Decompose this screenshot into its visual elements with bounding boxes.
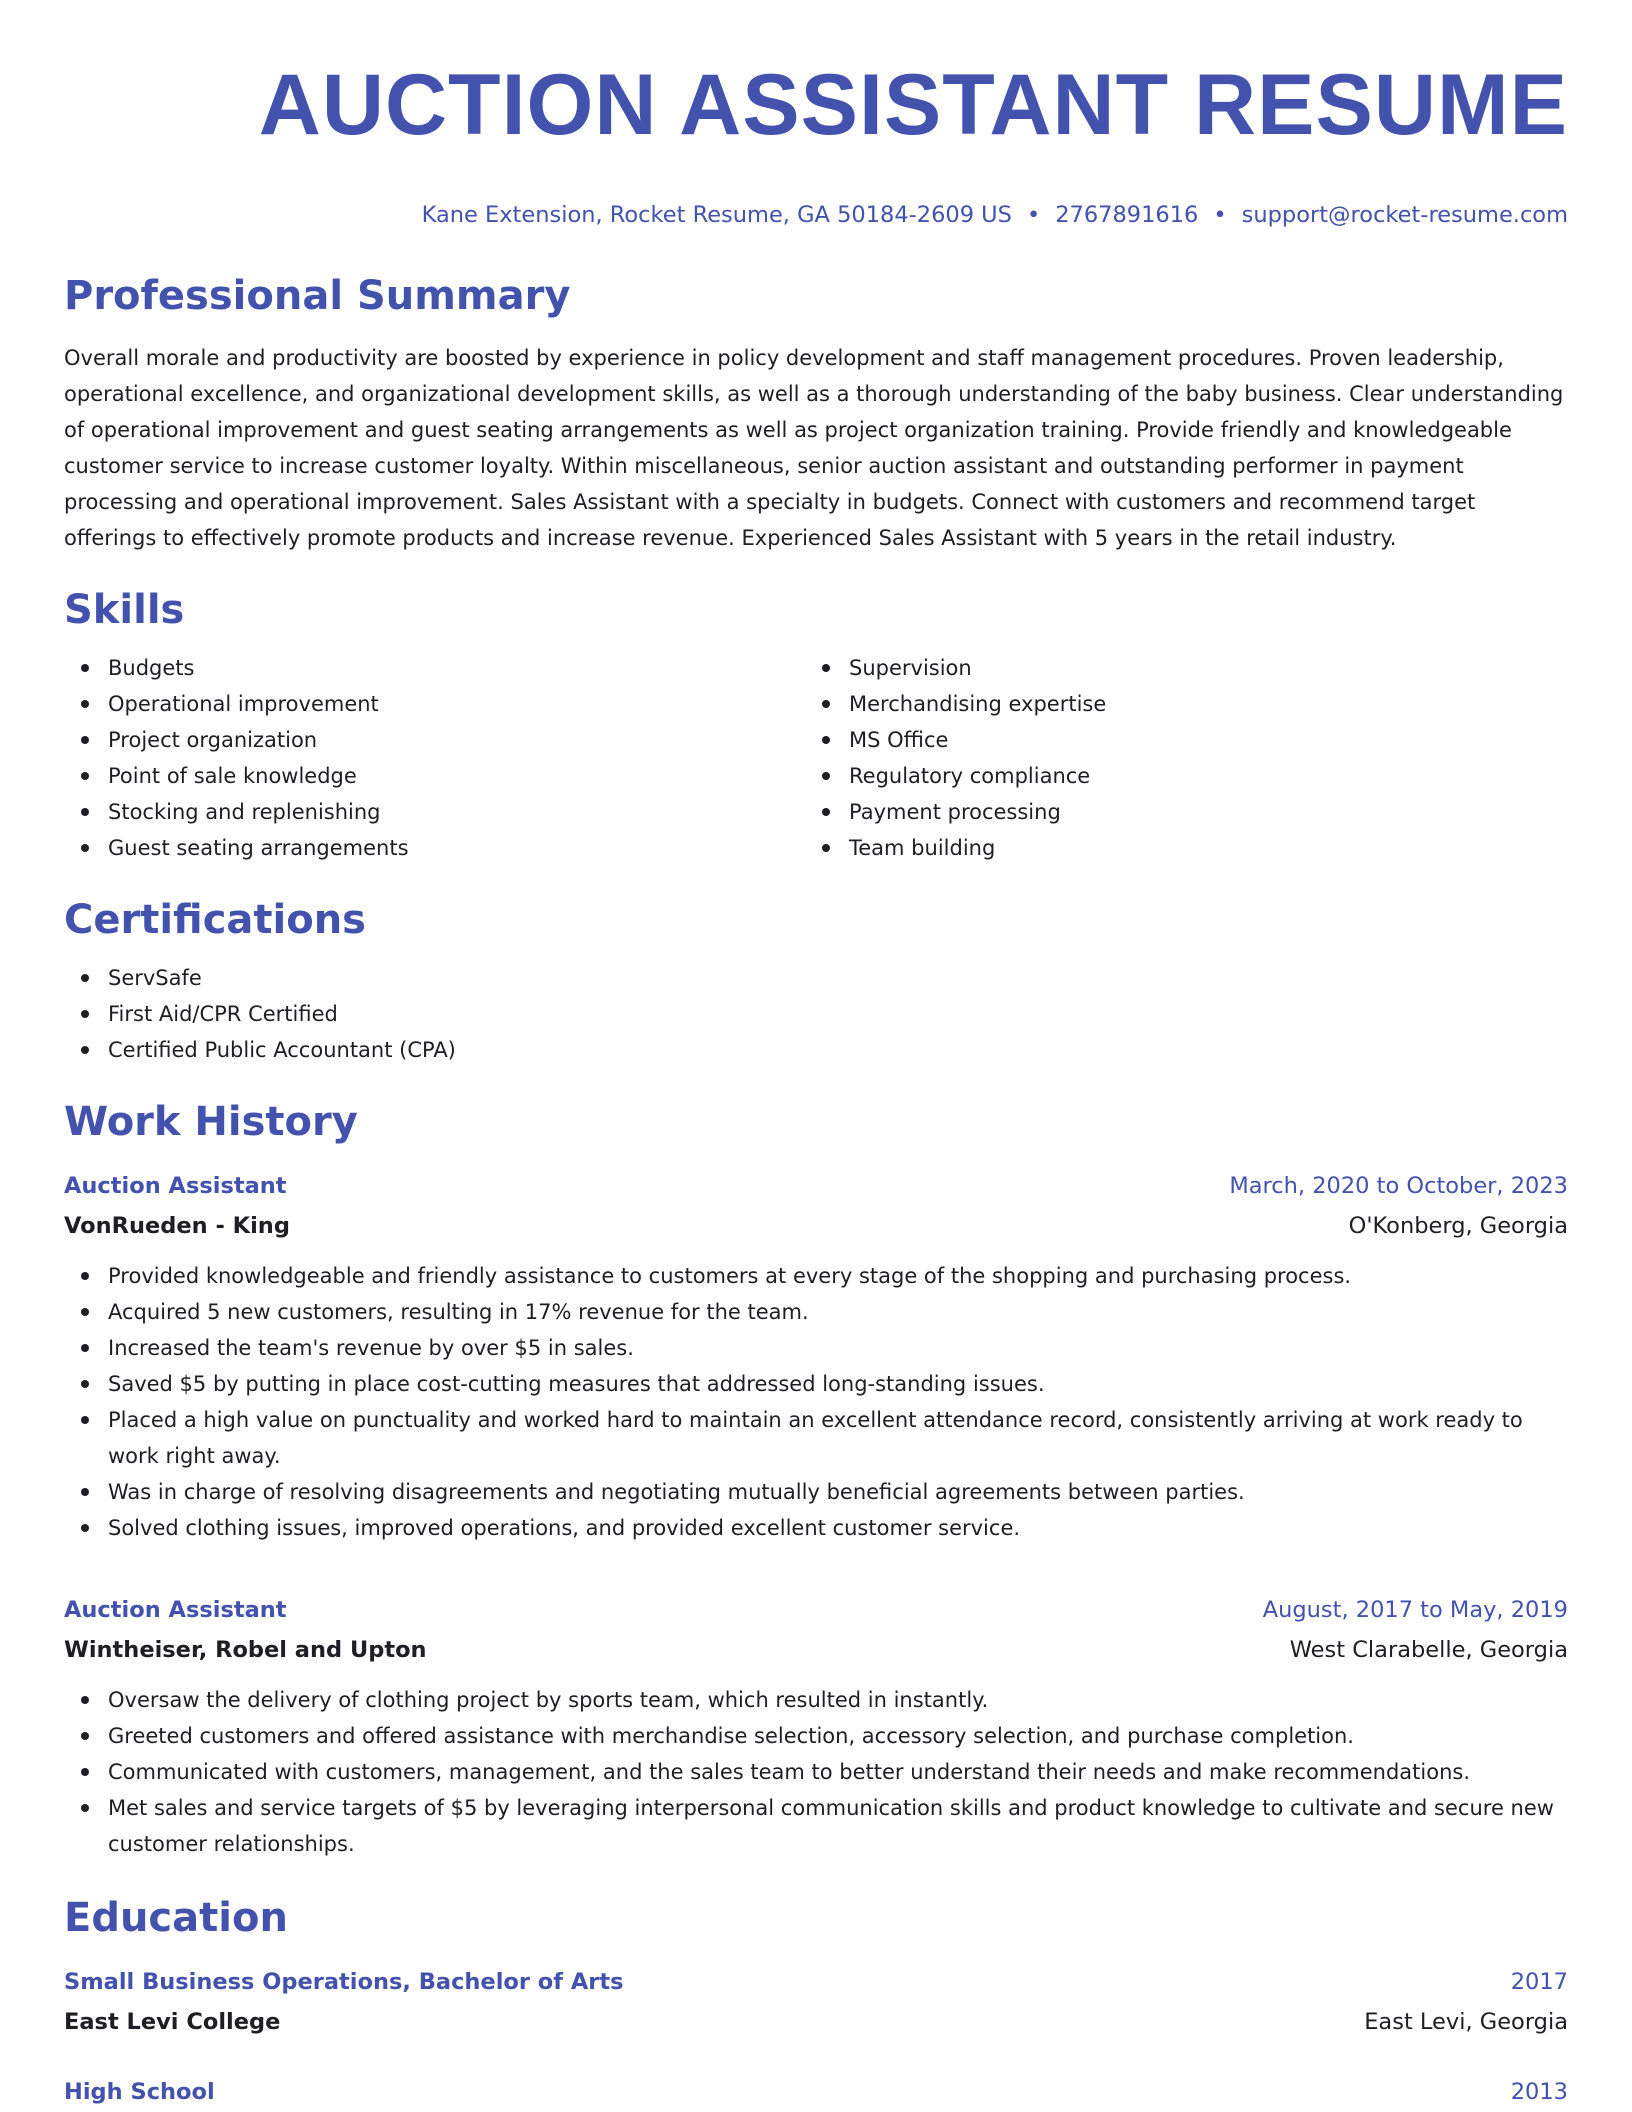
summary-paragraph: Overall morale and productivity are boosted by experience in policy development and staff management procedures. Proven leadership, operational excellence, and organizational development skills, as well as a thorough understanding of the baby business. Clear understanding of operational improvement and guest seating arrangements as well as project organization training. Provide friendly and knowledgeable customer service to increase customer loyalty. Within miscellaneous, senior auction assistant and outstanding performer in payment processing and operational improvement. Sales Assistant with a specialty in budgets. Connect with customers and recommend target offerings to effectively promote products and increase revenue. Experienced Sales Assistant with 5 years in the retail industry. <box>64 346 1564 550</box>
job-company: Wintheiser, Robel and Upton <box>64 1637 427 1663</box>
job-bullet: Oversaw the delivery of clothing project by sports team, which resulted in instantly. <box>64 1682 1568 1718</box>
education-degree: Small Business Operations, Bachelor of Arts <box>64 1969 624 1995</box>
section-heading-education: Education <box>64 1895 288 1941</box>
section-heading-work-history: Work History <box>64 1099 358 1145</box>
education-degree-row <box>64 2072 1568 2112</box>
job-bullet: Provided knowledgeable and friendly assistance to customers at every stage of the shopping and purchasing process. <box>64 1258 1568 1294</box>
certification-item: First Aid/CPR Certified <box>64 996 1568 1032</box>
job-title-row <box>64 1166 1568 1206</box>
education-year: 2013 <box>1510 2079 1568 2105</box>
education-location: East Levi, Georgia <box>1364 2009 1568 2035</box>
section-heading-skills: Skills <box>64 587 185 633</box>
summary-section <box>64 272 1568 556</box>
education-school: East Levi College <box>64 2009 281 2035</box>
phone: 2767891616 <box>1055 202 1199 228</box>
job-company: VonRueden - King <box>64 1213 290 1239</box>
job-bullets <box>64 1258 1568 1546</box>
skills-column-left <box>64 650 805 866</box>
skills-column-right <box>805 650 1546 866</box>
education-entry <box>64 2072 1568 2112</box>
job-role: Auction Assistant <box>64 1597 287 1623</box>
contact-line <box>64 200 1568 230</box>
skill-item: MS Office <box>805 722 1546 758</box>
skill-item: Guest seating arrangements <box>64 830 805 866</box>
job-dates: March, 2020 to October, 2023 <box>1229 1173 1568 1199</box>
certifications-list <box>64 960 1568 1068</box>
email-link[interactable]: support@rocket-resume.com <box>1241 202 1568 228</box>
job-location: O'Konberg, Georgia <box>1348 1213 1568 1239</box>
job-company-row <box>64 1206 1568 1246</box>
job-bullet: Placed a high value on punctuality and worked hard to maintain an excellent attendance record, consistently arriving at work ready to work right away. <box>64 1402 1568 1474</box>
certifications-section <box>64 896 1568 1068</box>
skill-item: Point of sale knowledge <box>64 758 805 794</box>
job-bullets <box>64 1682 1568 1862</box>
job-role: Auction Assistant <box>64 1173 287 1199</box>
job-location: West Clarabelle, Georgia <box>1289 1637 1568 1663</box>
separator-dot: • <box>1213 202 1227 228</box>
education-school-row <box>64 2002 1568 2042</box>
address: Kane Extension, Rocket Resume, GA 50184-2609 US <box>421 202 1012 228</box>
job-dates: August, 2017 to May, 2019 <box>1262 1597 1568 1623</box>
job-bullet: Greeted customers and offered assistance with merchandise selection, accessory selection, and purchase completion. <box>64 1718 1568 1754</box>
skill-item: Regulatory compliance <box>805 758 1546 794</box>
skill-item: Payment processing <box>805 794 1546 830</box>
job-entry <box>64 1590 1568 1862</box>
skill-item: Stocking and replenishing <box>64 794 805 830</box>
certification-item: Certified Public Accountant (CPA) <box>64 1032 1568 1068</box>
education-entry <box>64 1962 1568 2042</box>
job-title-row <box>64 1590 1568 1630</box>
section-heading-certifications: Certifications <box>64 897 366 943</box>
skill-item: Merchandising expertise <box>805 686 1546 722</box>
job-bullet: Met sales and service targets of $5 by leveraging interpersonal communication skills and product knowledge to cultivate and secure new customer relationships. <box>64 1790 1568 1862</box>
skill-item: Supervision <box>805 650 1546 686</box>
job-entry <box>64 1166 1568 1546</box>
work-history-section <box>64 1098 1568 1862</box>
skills-section <box>64 586 1568 866</box>
education-section <box>64 1894 1568 2112</box>
skill-item: Team building <box>805 830 1546 866</box>
education-year: 2017 <box>1510 1969 1568 1995</box>
certification-item: ServSafe <box>64 960 1568 996</box>
job-bullet: Solved clothing issues, improved operations, and provided excellent customer service. <box>64 1510 1568 1546</box>
section-heading-summary: Professional Summary <box>64 273 571 319</box>
skills-grid <box>64 650 1568 866</box>
skill-item: Operational improvement <box>64 686 805 722</box>
job-bullet: Was in charge of resolving disagreements and negotiating mutually beneficial agreements between parties. <box>64 1474 1568 1510</box>
education-degree: High School <box>64 2079 215 2105</box>
job-bullet: Communicated with customers, management, and the sales team to better understand their needs and make recommendations. <box>64 1754 1568 1790</box>
job-bullet: Increased the team's revenue by over $5 in sales. <box>64 1330 1568 1366</box>
skill-item: Project organization <box>64 722 805 758</box>
job-company-row <box>64 1630 1568 1670</box>
education-degree-row <box>64 1962 1568 2002</box>
skill-item: Budgets <box>64 650 805 686</box>
resume-title: AUCTION ASSISTANT RESUME <box>258 57 1568 153</box>
separator-dot: • <box>1026 202 1041 228</box>
job-bullet: Saved $5 by putting in place cost-cutting measures that addressed long-standing issues. <box>64 1366 1568 1402</box>
job-bullet: Acquired 5 new customers, resulting in 17% revenue for the team. <box>64 1294 1568 1330</box>
